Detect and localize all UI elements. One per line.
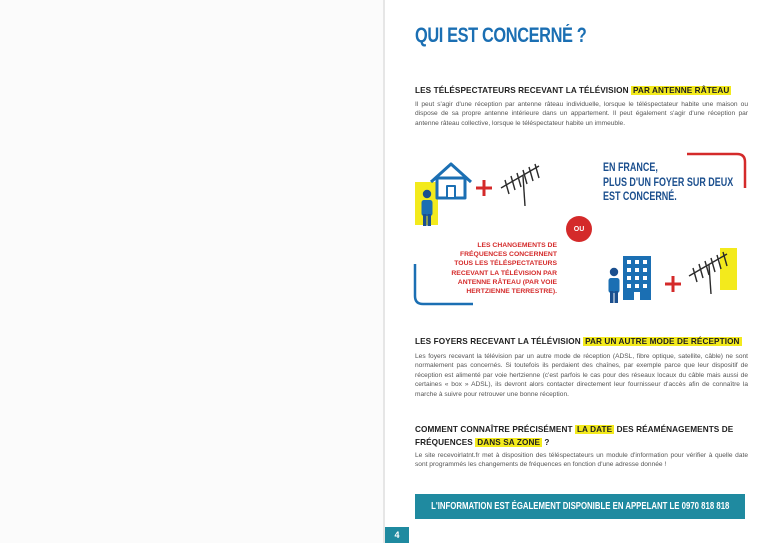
section1-heading-text: LES TÉLÉSPECTATEURS RECEVANT LA TÉLÉVISION [415, 86, 631, 95]
section2-heading-text: LES FOYERS RECEVANT LA TÉLÉVISION [415, 337, 584, 346]
section3-heading-highlight-zone: DANS SA ZONE [477, 438, 541, 447]
callout-blue-line-1: EN FRANCE, [603, 162, 658, 174]
building-icon [623, 256, 651, 300]
plus-icon-1 [476, 180, 492, 196]
callout-red-line-3: TOUS LES TÉLÉSPECTATEURS [454, 260, 557, 268]
section2-heading-highlight: PAR UN AUTRE MODE DE RÉCEPTION [585, 337, 740, 346]
red-corner-bracket [685, 150, 751, 192]
callout-blue-line-2: PLUS D'UN FOYER SUR DEUX [603, 176, 734, 189]
page-number: 4 [385, 527, 409, 543]
plus-icon-2 [665, 276, 681, 292]
section2-body: Les foyers recevant la télévision par un autre mode de réception (ADSL, fibre optique, satellite, câble) ne sont normalement pas concernés. Si toutefois ils perdaient des chaînes, par exemple parce que leur dispositif de réception est alimenté par voie hertzienne (c'est parfois le cas pour des réseaux locaux du câble mais aussi de certaines « box » ADSL), ils devront alors contacter directement leur fournisseur d'accès afin de connaître la marche à suivre pour retrouver une bonne réception. [415, 353, 748, 398]
callout-blue-line-3: EST CONCERNÉ. [603, 191, 677, 203]
callout-red-line-4: RECEVANT LA TÉLÉVISION PAR [451, 269, 557, 277]
antenna-icon-2 [689, 252, 727, 294]
phone-info-banner [415, 494, 745, 519]
house-icon [431, 164, 471, 198]
section3-body: Le site recevoirlatnt.fr met à disposition des téléspectateurs un module d'information pour vérifier à quelle date sont programmés les changements de fréquences en fonction d'une adresse donnée ! [415, 452, 748, 469]
section3-heading-part-a: COMMENT CONNAÎTRE PRÉCISÉMENT [415, 425, 575, 434]
section1-heading-highlight: PAR ANTENNE RÂTEAU [632, 86, 730, 95]
section3-heading-part-c: FRÉQUENCES [415, 438, 476, 447]
section2-heading [415, 337, 742, 346]
page-title: QUI EST CONCERNÉ ? [415, 24, 587, 47]
callout-red-line-2: FRÉQUENCES CONCERNENT [459, 251, 557, 259]
callout-red-line-6: HERTZIENNE TERRESTRE). [466, 288, 557, 296]
ou-badge: OU [566, 216, 592, 242]
right-page [385, 0, 768, 543]
section1-body: Il peut s'agir d'une réception par antenne râteau individuelle, lorsque le téléspectateur habite une maison ou dispose de sa propre antenne intérieure dans un appartement. Il peut également s'agir d'une réception par antenne râteau collective, lorsque le téléspectateur habite un immeuble. [415, 101, 748, 127]
antenna-icon-1 [501, 164, 539, 206]
section3-heading [415, 423, 733, 449]
house-antenna-illustration [413, 158, 583, 233]
section1-heading [415, 86, 731, 95]
section3-heading-part-d: ? [542, 438, 550, 447]
person-icon-1 [422, 190, 433, 226]
blue-corner-bracket [411, 262, 477, 308]
callout-red-line-5: ANTENNE RÂTEAU (PAR VOIE [457, 278, 557, 286]
phone-info-banner-text: L'INFORMATION EST ÉGALEMENT DISPONIBLE EN APPELANT LE 0970 818 818 [430, 501, 730, 512]
building-antenna-illustration [597, 246, 749, 308]
person-icon-2 [609, 268, 620, 303]
section3-heading-part-b: DES RÉAMÉNAGEMENTS DE [614, 425, 734, 434]
section3-heading-highlight-date: LA DATE [576, 425, 613, 434]
callout-red-line-1: LES CHANGEMENTS DE [477, 242, 557, 249]
